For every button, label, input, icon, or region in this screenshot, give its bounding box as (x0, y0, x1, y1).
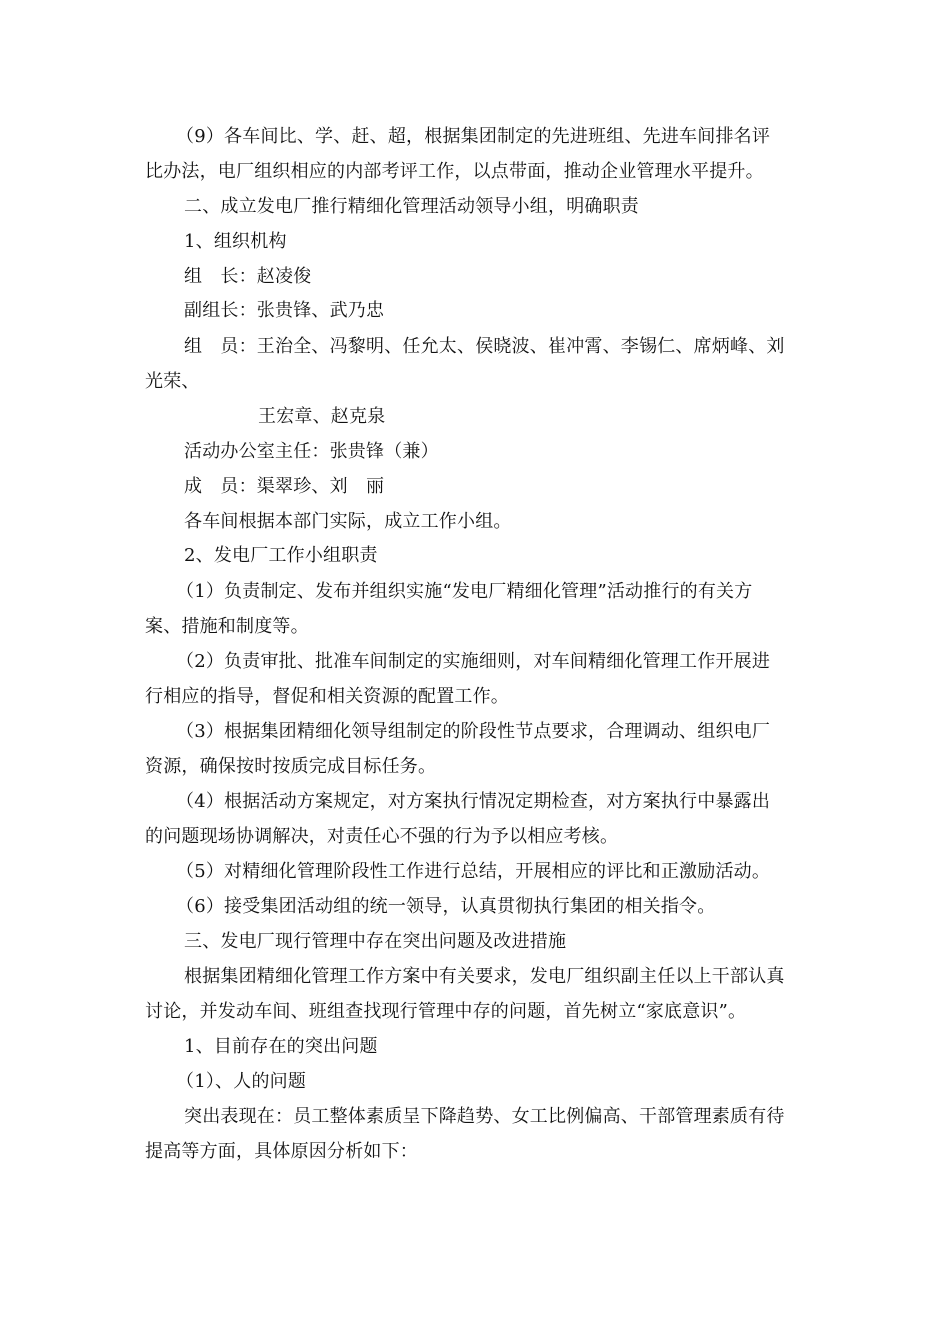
paragraph-line: （6）接受集团活动组的统一领导，认真贯彻执行集团的相关指令。 (176, 896, 716, 917)
paragraph-line: 比办法，电厂组织相应的内部考评工作，以点带面，推动企业管理水平提升。 (145, 161, 764, 182)
paragraph-line: 根据集团精细化管理工作方案中有关要求，发电厂组织副主任以上干部认真 (184, 966, 785, 987)
subsection-heading: 1、组织机构 (184, 231, 287, 252)
paragraph-line: 活动办公室主任：张贵锋（兼） (184, 441, 439, 462)
paragraph-line: 组 员：王治全、冯黎明、任允太、侯晓波、崔冲霄、李锡仁、席炳峰、刘 (184, 336, 785, 357)
section-heading: 二、成立发电厂推行精细化管理活动领导小组，明确职责 (184, 196, 639, 217)
paragraph-line: 案、措施和制度等。 (145, 616, 309, 637)
section-heading: 三、发电厂现行管理中存在突出问题及改进措施 (184, 931, 567, 952)
paragraph-line: 王宏章、赵克泉 (258, 406, 386, 427)
paragraph-line: 组 长：赵凌俊 (184, 266, 312, 287)
paragraph-line: 资源，确保按时按质完成目标任务。 (145, 756, 437, 777)
paragraph-line: （1）、人的问题 (176, 1071, 307, 1092)
paragraph-line: 副组长：张贵锋、武乃忠 (184, 300, 385, 321)
paragraph-line: 各车间根据本部门实际，成立工作小组。 (184, 511, 512, 532)
paragraph-line: 成 员：渠翠珍、刘 丽 (184, 476, 385, 497)
paragraph-line: 突出表现在：员工整体素质呈下降趋势、女工比例偏高、干部管理素质有待 (184, 1106, 785, 1127)
paragraph-line: （2）负责审批、批准车间制定的实施细则，对车间精细化管理工作开展进 (176, 651, 771, 672)
paragraph-line: （3）根据集团精细化领导组制定的阶段性节点要求，合理调动、组织电厂 (176, 721, 771, 742)
paragraph-line: （4）根据活动方案规定，对方案执行情况定期检查，对方案执行中暴露出 (176, 791, 771, 812)
paragraph-line: 提高等方面，具体原因分析如下： (145, 1141, 418, 1162)
paragraph-line: 光荣、 (145, 371, 200, 392)
paragraph-line: 讨论，并发动车间、班组查找现行管理中存的问题，首先树立“家底意识”。 (145, 1001, 747, 1022)
paragraph-line: 的问题现场协调解决，对责任心不强的行为予以相应考核。 (145, 826, 619, 847)
paragraph-line: （1）负责制定、发布并组织实施“发电厂精细化管理”活动推行的有关方 (176, 581, 753, 602)
paragraph-line: 行相应的指导，督促和相关资源的配置工作。 (145, 686, 509, 707)
subsection-heading: 2、发电厂工作小组职责 (184, 545, 378, 566)
subsection-heading: 1、目前存在的突出问题 (184, 1036, 378, 1057)
paragraph-line: （5）对精细化管理阶段性工作进行总结，开展相应的评比和正激励活动。 (176, 861, 771, 882)
paragraph-line: （9）各车间比、学、赶、超，根据集团制定的先进班组、先进车间排名评 (176, 126, 771, 147)
